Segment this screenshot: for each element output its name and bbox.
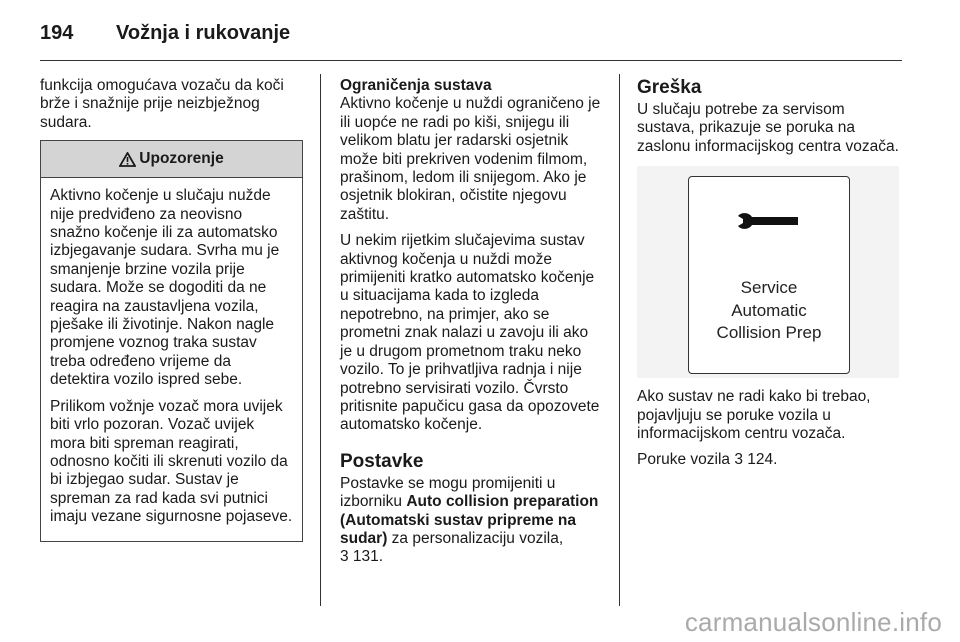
- column-divider-1: [320, 74, 321, 606]
- warning-paragraph-2: Prilikom vožnje vozač mora uvijek biti vrlo pozoran. Vozač uvijek mora biti spreman reagirati, odnosno kočiti ili skrenuti vozilo da bi izbjegao sudar. Sustav je spreman za rad kada svi putnici imaju vezane sigurnosne pojaseve.: [50, 397, 293, 526]
- fault-heading: Greška: [637, 77, 702, 98]
- intro-paragraph: funkcija omogućava vozaču da koči brže i snažnije prije neizbježnog sudara.: [40, 77, 284, 131]
- header-rule: [40, 60, 902, 61]
- warning-box: [40, 140, 303, 541]
- page-number: 194: [40, 21, 74, 44]
- system-limits-paragraph-1: Aktivno kočenje u nuždi ograničeno je ili uopće ne radi po kiši, snijegu ili velikom blatu jer radarski osjetnik može biti prekriven vodenim filmom, prašinom, ledom ili snijegom. Ako je osjetnik blokiran, očistite njegovu zaštitu.: [340, 95, 601, 223]
- fault-paragraph-1: U slučaju potrebe za servisom sustava, prikazuje se poruka na zaslonu informacijskog centra vozača.: [637, 101, 899, 155]
- chapter-title: Vožnja i rukovanje: [116, 21, 291, 44]
- warning-title: Upozorenje: [139, 150, 224, 168]
- column-1: [40, 77, 303, 542]
- vehicle-messages-page-ref[interactable]: 124.: [742, 451, 778, 469]
- warning-paragraph-1: Aktivno kočenje u slučaju nužde nije predviđeno za neovisno snažno kočenje ili za automatsko izbjegavanje sudara. Svrha mu je smanjenje brzine vozila prije sudara. Može se dogoditi da ne reagira na zaustavljena vozila, pješake ili životinje. Nakon nagle promjene voznog traka sustav treba određeno vrijeme da detektira vozilo ispred sebe.: [50, 187, 280, 389]
- page-ref-arrow-icon: 3: [734, 451, 743, 469]
- watermark: carmanualsonline.info: [684, 607, 942, 637]
- column-divider-2: [619, 74, 620, 606]
- system-limits-paragraph-2: U nekim rijetkim slučajevima sustav aktivnog kočenja u nuždi može primijeniti kratko automatsko kočenje u situacijama kada to izgleda nepotrebno, na primjer, ako se prometni znak nalazi u zavoju ili ako je u drugom prometnom traku neko vozilo. To je prihvatljiva radnja i nije potrebno servisirati vozilo. Čvrsto pritisnite papučicu gasa da opozovete automatsko kočenje.: [340, 232, 600, 434]
- settings-menu-name: Auto collision preparation (Automatski sustav pripreme na sudar): [340, 493, 599, 547]
- driver-info-display: [688, 176, 850, 374]
- warning-body: [41, 178, 302, 540]
- display-line-1: Service: [740, 278, 798, 298]
- settings-text-pre: Postavke se mogu promijeniti u izborniku: [340, 474, 556, 511]
- system-limits-heading: Ograničenja sustava: [340, 77, 492, 94]
- settings-text-post: za personalizaciju vozila,: [387, 529, 564, 547]
- page-header: [40, 16, 290, 50]
- warning-header: [41, 141, 302, 178]
- warning-triangle-icon: [119, 152, 136, 167]
- display-line-3: Collision Prep: [716, 323, 822, 343]
- settings-paragraph: [340, 475, 604, 567]
- column-3: [637, 77, 901, 478]
- fault-paragraph-2: Ako sustav ne radi kako bi trebao, pojavljuju se poruke vozila u informacijskom centru vozača.: [637, 388, 871, 443]
- page-ref-arrow-icon: 3: [340, 548, 349, 566]
- display-line-2: Automatic: [731, 300, 807, 320]
- settings-heading: Postavke: [340, 450, 424, 472]
- vehicle-messages-text: Poruke vozila: [637, 451, 735, 469]
- wrench-icon: [736, 211, 800, 233]
- column-2: [340, 77, 604, 575]
- settings-page-ref[interactable]: 131.: [348, 548, 384, 566]
- display-message: [689, 277, 849, 345]
- service-display-figure: [637, 166, 899, 378]
- fault-paragraph-3: [637, 451, 901, 469]
